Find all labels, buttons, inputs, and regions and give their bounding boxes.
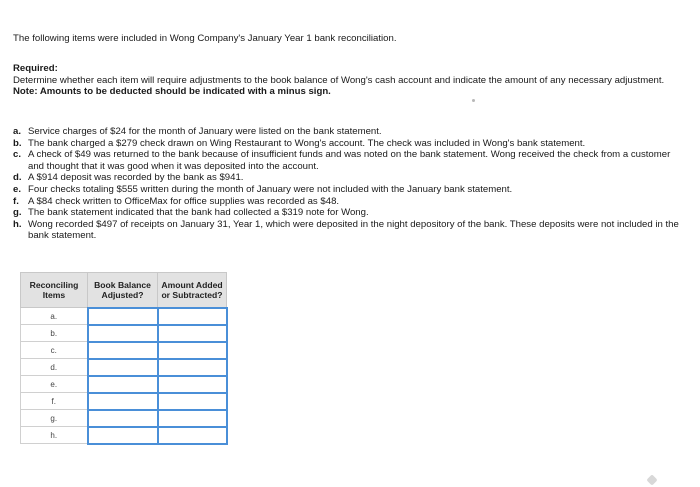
table-row — [21, 427, 227, 444]
amount-input[interactable] — [158, 308, 227, 325]
table-header-row — [21, 273, 227, 308]
item-label: g. — [13, 207, 22, 219]
item-text: The bank statement indicated that the bank had collected a $319 note for Wong. — [28, 207, 369, 219]
item-label: d. — [13, 172, 22, 184]
row-label: c. — [21, 342, 88, 359]
row-label: a. — [21, 308, 88, 325]
items-list — [13, 126, 688, 242]
adjusted-input[interactable] — [88, 325, 158, 342]
row-label: h. — [21, 427, 88, 444]
item-text: A $84 check written to OfficeMax for office supplies was recorded as $48. — [28, 195, 340, 207]
adjusted-input[interactable] — [88, 359, 158, 376]
table-row — [21, 342, 227, 359]
header-book-balance-adjusted: Book Balance Adjusted? — [88, 273, 158, 308]
intro-text: The following items were included in Wong Company's January Year 1 bank reconciliation. — [13, 33, 397, 44]
table-row — [21, 308, 227, 325]
required-heading: Required: — [13, 63, 58, 74]
row-label: d. — [21, 359, 88, 376]
item-label: b. — [13, 137, 22, 149]
item-label: f. — [13, 195, 19, 207]
list-item — [13, 196, 688, 208]
list-item — [13, 138, 688, 150]
adjusted-input[interactable] — [88, 376, 158, 393]
table-row — [21, 359, 227, 376]
item-text: A $914 deposit was recorded by the bank as $941. — [28, 172, 244, 184]
required-section — [13, 63, 685, 98]
list-item — [13, 149, 688, 172]
list-item — [13, 219, 688, 242]
cursor-dot — [472, 99, 475, 102]
list-item — [13, 172, 688, 184]
amount-input[interactable] — [158, 393, 227, 410]
row-label: b. — [21, 325, 88, 342]
table-row — [21, 325, 227, 342]
adjusted-input[interactable] — [88, 410, 158, 427]
adjusted-input[interactable] — [88, 342, 158, 359]
list-item — [13, 126, 688, 138]
item-label: a. — [13, 126, 22, 137]
row-label: f. — [21, 393, 88, 410]
table-row — [21, 410, 227, 427]
header-amount-added-subtracted: Amount Added or Subtracted? — [158, 273, 227, 308]
required-instructions: Determine whether each item will require adjustments to the book balance of Wong's cash account and indicate the amount of any necessary adjustment. — [13, 74, 665, 86]
amount-input[interactable] — [158, 342, 227, 359]
table-row — [21, 393, 227, 410]
adjusted-input[interactable] — [88, 308, 158, 325]
row-label: g. — [21, 410, 88, 427]
item-text: A check of $49 was returned to the bank because of insufficient funds and was noted on the bank statement. Wong received the check from a customer and thought that it was good when it was deposited into the account. — [28, 149, 671, 172]
table-row — [21, 376, 227, 393]
amount-input[interactable] — [158, 325, 227, 342]
corner-decoration — [646, 474, 657, 485]
adjusted-input[interactable] — [88, 393, 158, 410]
item-text: Four checks totaling $555 written during the month of January were not included with the January bank statement. — [28, 183, 513, 195]
item-label: e. — [13, 183, 22, 195]
required-note: Note: Amounts to be deducted should be indicated with a minus sign. — [13, 86, 331, 98]
list-item — [13, 207, 688, 219]
header-reconciling-items: Reconciling Items — [21, 273, 88, 308]
item-text: The bank charged a $279 check drawn on Wing Restaurant to Wong's account. The check was included in Wong's bank statement. — [28, 137, 586, 149]
item-label: h. — [13, 218, 22, 230]
list-item — [13, 184, 688, 196]
reconciliation-table-wrapper — [20, 272, 228, 445]
reconciliation-table — [20, 272, 228, 445]
amount-input[interactable] — [158, 376, 227, 393]
adjusted-input[interactable] — [88, 427, 158, 444]
amount-input[interactable] — [158, 427, 227, 444]
item-label: c. — [13, 149, 22, 161]
item-text: Service charges of $24 for the month of January were listed on the bank statement. — [28, 126, 382, 137]
amount-input[interactable] — [158, 359, 227, 376]
item-text: Wong recorded $497 of receipts on January 31, Year 1, which were deposited in the night depository of the bank. These deposits were not included in the bank statement. — [28, 218, 679, 242]
row-label: e. — [21, 376, 88, 393]
amount-input[interactable] — [158, 410, 227, 427]
